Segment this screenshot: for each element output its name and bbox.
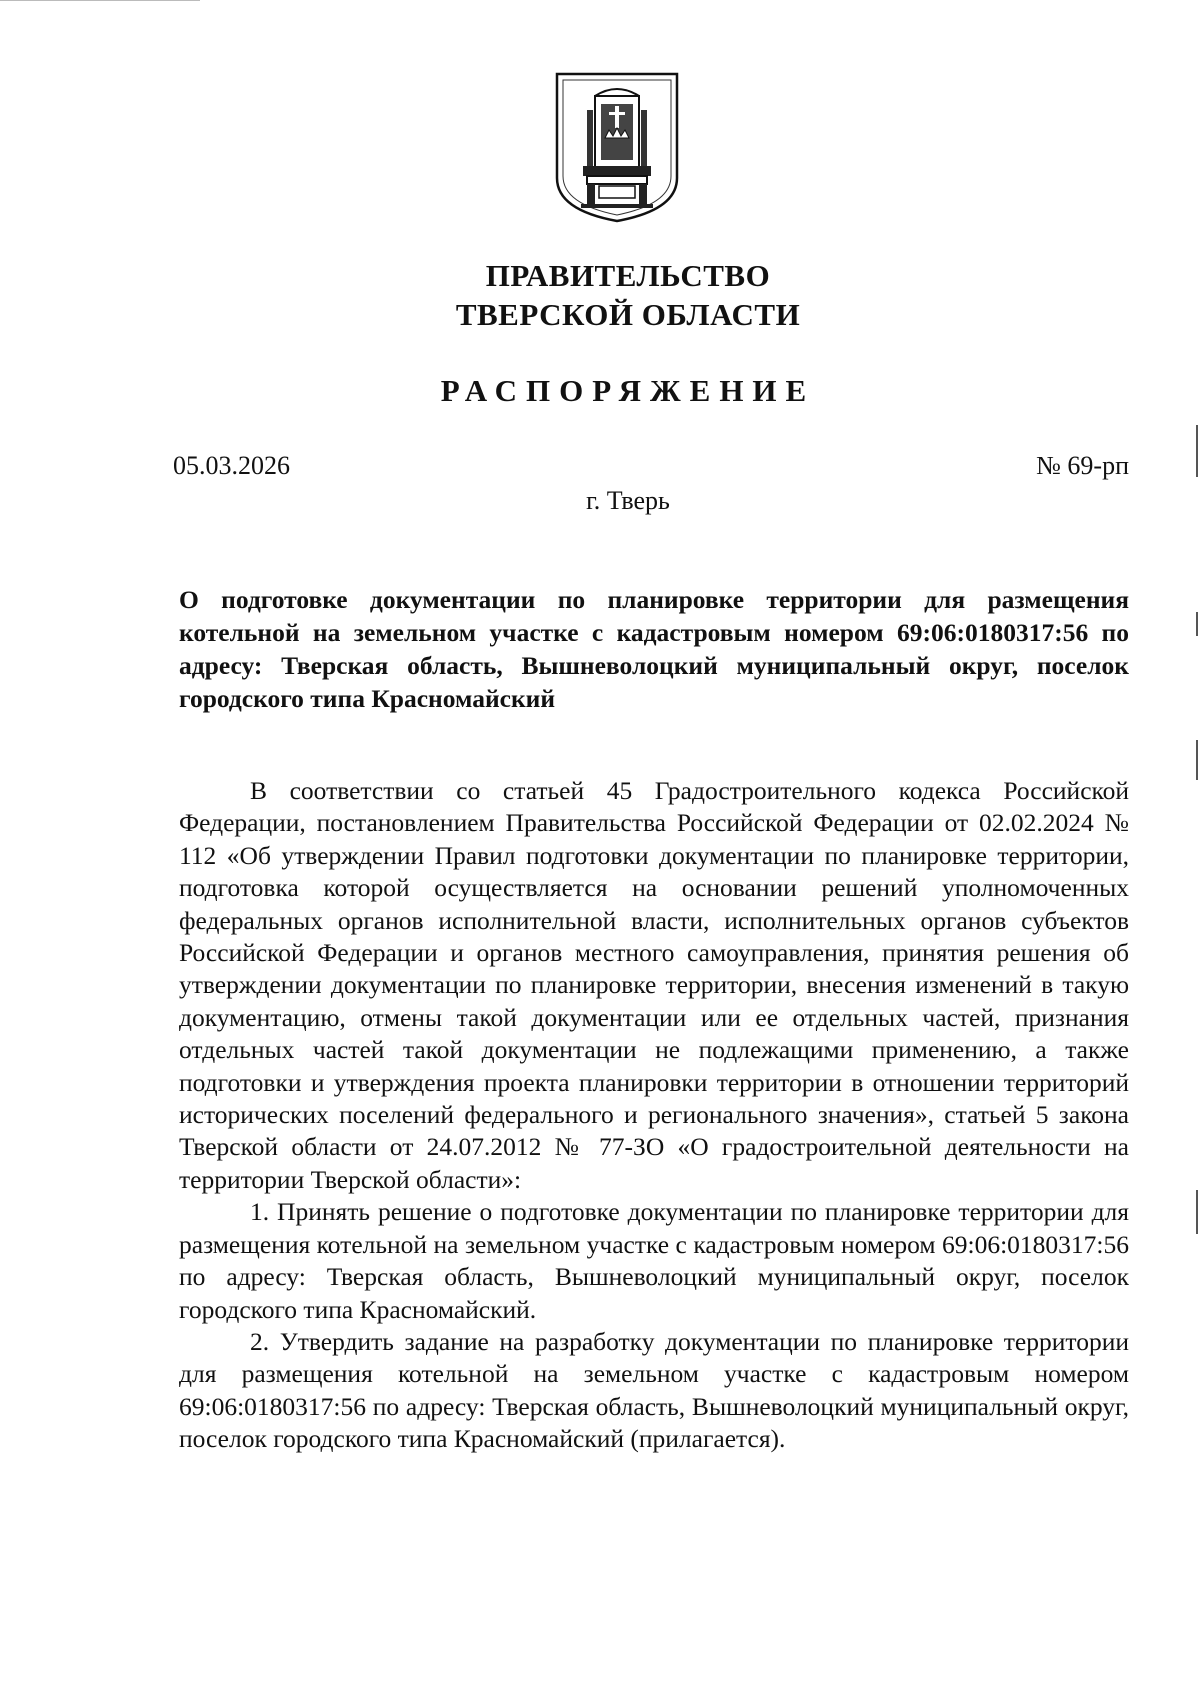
organization-name-line1: ПРАВИТЕЛЬСТВО — [485, 258, 771, 293]
scan-mark — [0, 0, 200, 1]
scan-mark — [1196, 1190, 1198, 1234]
item-2-paragraph: 2. Утвердить задание на разработку документации по планировке территории для размещения котельной на земельном участке с кадастровым номером 69:06:0180317:56 по адресу: Тверская область, Вышневолоцкий муниципальный округ, поселок городского типа Красномайский (прилагается). — [179, 1326, 1129, 1454]
coat-of-arms-icon — [553, 70, 681, 225]
item-1-paragraph: 1. Принять решение о подготовке документации по планировке территории для размещения котельной на земельном участке с кадастровым номером 69:06:0180317:56 по адресу: Тверская область, Вышневолоцкий муниципальный округ, поселок городского типа Красномайский. — [179, 1197, 1129, 1324]
preamble-paragraph: В соответствии со статьей 45 Градостроительного кодекса Российской Федерации, постановлением Правительства Российской Федерации от 02.02.2024 № 112 «Об утверждении Правил подготовки документации по планировке территории, подготовка которой осуществляется на основании решений уполномоченных федеральных органов исполнительной власти, исполнительных органов субъектов Российской Федерации и органов местного самоуправления, принятия решения об утверждении документации по планировке территории, внесения изменений в такую документацию, отмены такой документации или ее отдельных частей, признания отдельных частей такой документации не подлежащими применению, а также подготовки и утверждения проекта планировки территории в отношении территорий исторических поселений федерального и регионального значения», статьей 5 закона Тверской области от 24.07.2012 № 77-ЗО «О градостроительной деятельности на территории Тверской области»: — [179, 776, 1129, 1194]
scan-mark — [1196, 740, 1198, 780]
scan-mark — [1196, 612, 1198, 636]
document-city: г. Тверь — [586, 486, 670, 515]
document-type: РАСПОРЯЖЕНИЕ — [440, 373, 816, 408]
document-body — [179, 775, 1129, 1456]
document-date: 05.03.2026 — [173, 451, 290, 480]
document-subject: О подготовке документации по планировке территории для размещения котельной на земельном участке с кадастровым номером 69:06:0180317:56 по адресу: Тверская область, Вышневолоцкий муниципальный округ, поселок городского типа Красномайский — [179, 585, 1129, 713]
organization-name-line2: ТВЕРСКОЙ ОБЛАСТИ — [455, 297, 801, 332]
scan-mark — [1196, 425, 1198, 477]
document-number: № 69-рп — [1036, 451, 1129, 480]
